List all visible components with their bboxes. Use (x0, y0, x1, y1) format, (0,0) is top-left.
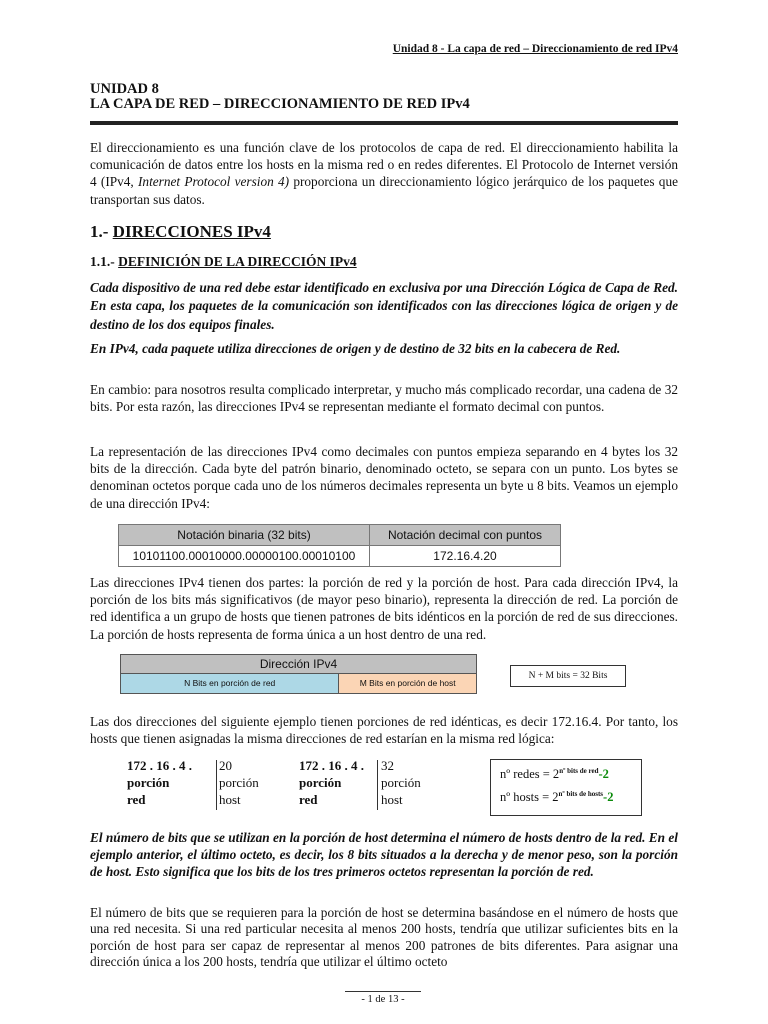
subsection-number: 1.1.- (90, 254, 119, 269)
unit-name: LA CAPA DE RED – DIRECCIONAMIENTO DE RED IPv4 (90, 96, 470, 112)
example-a-network (127, 757, 192, 808)
unit-number: UNIDAD 8 (90, 81, 159, 97)
intro-text-a: El direccionamiento es una función clave de los protocolos de capa de red. El direccionamiento habilita la comunicación de datos entre los hosts en la misma red o en redes diferentes. El Protocolo de Internet versión 4 (IPv4, (90, 140, 678, 190)
paragraph-5: Las direcciones IPv4 tienen dos partes: la porción de red y la porción de host. Para cada dirección IPv4, la porción de los bits más significativos (de mayor peso binario), representa la dirección de red. La porción de red identifica a un grupo de hosts que tienen patrones de bits idénticos en la porción de red de sus direcciones. La porción de hosts representa de forma única a un host dentro de una red. (90, 575, 678, 642)
section-heading (90, 222, 271, 242)
example-a-host (219, 757, 259, 808)
example-a-host-value: 20 (219, 758, 232, 773)
table-cell-decimal: 172.16.4.20 (370, 546, 561, 567)
footer-rule (345, 991, 421, 992)
intro-paragraph (90, 139, 678, 208)
paragraph-6: Las dos direcciones del siguiente ejemplo tienen porciones de red idénticas, es decir 172.16.4. Por tanto, los hosts que tienen asignadas la misma direcciones de red estarían en la misma red lógica: (90, 714, 678, 747)
table-header-decimal: Notación decimal con puntos (370, 525, 561, 546)
ip-notation-table (118, 524, 561, 567)
formula-hosts-exponent: nº bits de hosts (558, 790, 604, 798)
paragraph-7: El número de bits que se requieren para la porción de host se determina basándose en el número de hosts que una red necesita. Si una red particular necesita al menos 200 hosts, tendría que utilizar suficientes bits en la porción de host para ser capaz de representar al menos 200 patrones de bits diferentes. Para asignar una dirección única a los 200 hosts, tendría que utilizar el último octeto (90, 905, 678, 969)
table-cell-binary: 10101100.00010000.00000100.00010100 (119, 546, 370, 567)
formula-hosts-minus: -2 (603, 790, 614, 805)
formula-hosts (500, 790, 613, 805)
intro-text-italic: Internet Protocol version 4) (138, 174, 290, 190)
table-header-binary: Notación binaria (32 bits) (119, 525, 370, 546)
example-b-host-porcion: porción (381, 775, 421, 790)
bold-paragraph-1: Cada dispositivo de una red debe estar identificado en exclusiva por una Dirección Lógica de Capa de Red. En esta capa, los paquetes de la comunicación son identificados con las direcciones lógica de origen y de destino de los dos equipos finales. (90, 280, 678, 332)
formula-redes-minus: -2 (598, 767, 609, 782)
example-a-porcion: porción (127, 775, 170, 790)
example-b-porcion: porción (299, 775, 342, 790)
paragraph-4: La representación de las direcciones IPv4 como decimales con puntos empieza separando en 4 bytes los 32 bits de la dirección. Cada byte del patrón binario, denominado octeto, se separa con un punto. Los bytes se denominan octetos porque cada uno de los números decimales representa un byte u 8 bits. Veamos un ejemplo de una dirección IPv4: (90, 444, 678, 511)
network-bits-block: N Bits en porción de red (120, 674, 339, 694)
formula-redes (500, 767, 609, 782)
section-number: 1.- (90, 222, 113, 241)
formula-redes-exponent: nº bits de red (559, 767, 599, 775)
example-b-host-label: host (381, 792, 403, 807)
example-b-network (299, 757, 364, 808)
unit-title (90, 82, 470, 112)
page-number: - 1 de 13 - (361, 994, 405, 1005)
example-b-net-text: 172 . 16 . 4 . (299, 758, 364, 773)
formula-hosts-base: nº hosts = 2 (500, 790, 559, 805)
formula-box (490, 759, 642, 816)
subsection-title: DEFINICIÓN DE LA DIRECCIÓN IPv4 (118, 254, 357, 269)
subsection-heading (90, 254, 357, 270)
bold-paragraph-3: El número de bits que se utilizan en la porción de host determina el número de hosts dentro de la red. En el ejemplo anterior, el último octeto, es decir, los 8 bits situados a la derecha y de menor peso, son la porción de host. Esto significa que los bits de los tres primeros octetos representan la porción de red. (90, 830, 678, 880)
intro-text-b: proporciona un direccionamiento lógico jerárquico de los paquetes que transportan sus datos. (90, 174, 678, 207)
section-title: DIRECCIONES IPv4 (112, 222, 271, 241)
title-rule (90, 121, 678, 125)
example-b-host-value: 32 (381, 758, 394, 773)
example-a-host-label: host (219, 792, 241, 807)
host-bits-block: M Bits en porción de host (339, 674, 477, 694)
running-header: Unidad 8 - La capa de red – Direccionamiento de red IPv4 (392, 43, 678, 55)
formula-redes-base: nº redes = 2 (500, 767, 560, 782)
bits-sum-box: N + M bits = 32 Bits (510, 665, 626, 687)
ipv4-address-diagram (120, 654, 477, 694)
example-b-host (381, 757, 421, 808)
example-b-red: red (299, 792, 318, 807)
example-a-red: red (127, 792, 146, 807)
bold-paragraph-2: En IPv4, cada paquete utiliza direcciones de origen y de destino de 32 bits en la cabecera de Red. (90, 341, 621, 356)
diagram-header: Dirección IPv4 (120, 654, 477, 674)
example-b-divider (377, 760, 378, 810)
example-a-divider (216, 760, 217, 810)
example-a-host-porcion: porción (219, 775, 259, 790)
example-a-net-text: 172 . 16 . 4 . (127, 758, 192, 773)
paragraph-3: En cambio: para nosotros resulta complicado interpretar, y mucho más complicado recordar, una cadena de 32 bits. Por esta razón, las direcciones IPv4 se representan mediante el formato decimal con puntos. (90, 382, 678, 415)
